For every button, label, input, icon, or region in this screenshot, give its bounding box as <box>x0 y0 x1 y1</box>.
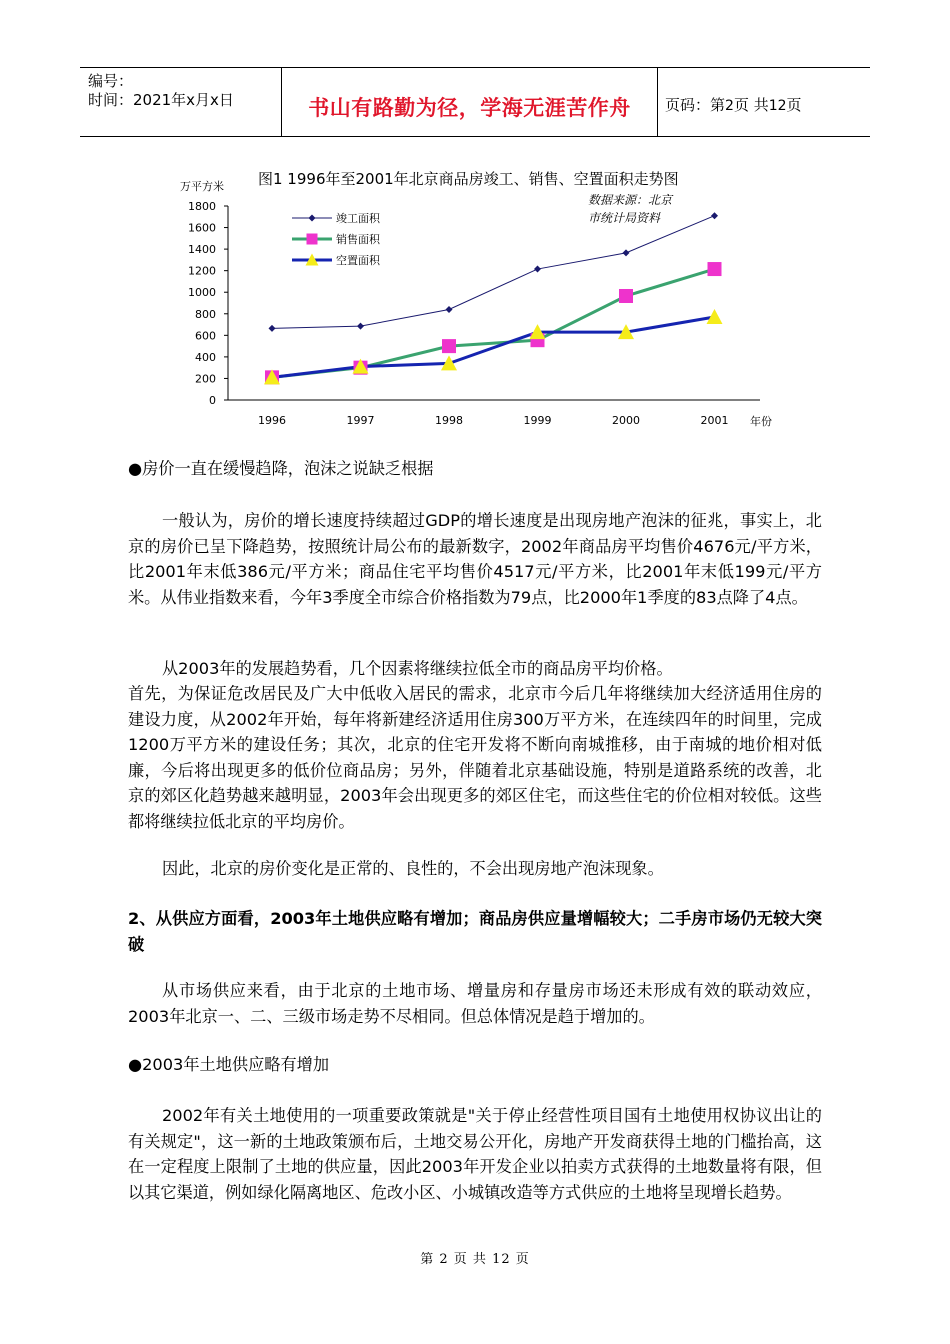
page-footer <box>0 1248 950 1267</box>
footer-suffix: 页 <box>515 1252 530 1267</box>
legend-label-1: 竣工面积 <box>336 212 380 225</box>
chart-source-line-2: 市统计局资料 <box>588 211 661 225</box>
series-1-point <box>623 249 630 256</box>
chart-title: 图1 1996年至2001年北京商品房竣工、销售、空置面积走势图 <box>258 170 679 188</box>
series-2-point <box>442 339 456 353</box>
footer-total-pages: 12 <box>492 1252 511 1267</box>
footer-prefix: 第 <box>420 1252 435 1267</box>
y-tick-label: 1000 <box>188 286 216 300</box>
bullet-price-trend: ●房价一直在缓慢趋降，泡沫之说缺乏根据 <box>128 459 434 478</box>
x-tick-label: 1996 <box>258 414 286 427</box>
page-mid: 页 共 <box>733 96 769 114</box>
series-1-point <box>357 323 364 330</box>
series-line-2 <box>272 269 715 377</box>
series-1-point <box>269 325 276 332</box>
x-tick-label: 1999 <box>523 414 552 427</box>
header-page-info <box>665 94 802 115</box>
x-tick-label: 1998 <box>435 414 463 427</box>
legend-label-3: 空置面积 <box>336 254 380 267</box>
legend-label-2: 销售面积 <box>336 233 380 246</box>
page-current: 2 <box>725 98 734 114</box>
document-date: 时间：2021年x月x日 <box>88 91 234 109</box>
footer-current-page: 2 <box>439 1252 449 1267</box>
series-2-point <box>619 289 633 303</box>
x-tick-label: 2000 <box>612 414 640 427</box>
y-tick-label: 1600 <box>188 221 216 235</box>
y-tick-label: 600 <box>195 329 216 343</box>
footer-mid: 页 共 <box>453 1252 487 1267</box>
paragraph-2003-trend-factors: 首先，为保证危改居民及广大中低收入居民的需求，北京市今后几年将继续加大经济适用住房的建设力度，从2002年开始，每年将新建经济适用住房300万平方米，在连续四年的时间里，完成1200万平方米的建设任务；其次，北京的住宅开发将不断向南城推移，由于南城的地价相对低廉，今后将出现更多的低价位商品房；另外，伴随着北京基础设施，特别是道路系统的改善，北京的郊区化趋势越来越明显，2003年会出现更多的郊区住宅，而这些住宅的价位相对较低。这些都将继续拉低北京的平均房价。 <box>128 684 822 831</box>
section-heading-supply: 2、从供应方面看，2003年土地供应略有增加；商品房供应量增幅较大；二手房市场仍无较大突破 <box>128 909 822 954</box>
legend-marker-2 <box>307 234 318 245</box>
y-tick-label: 200 <box>195 372 216 386</box>
chart-y-axis-label: 万平方米 <box>180 180 224 193</box>
paragraph-supply-overview: 从市场供应来看，由于北京的土地市场、增量房和存量房市场还未形成有效的联动效应，2003年北京一、二、三级市场走势不尽相同。但总体情况是趋于增加的。 <box>128 981 822 1026</box>
y-tick-label: 1200 <box>188 264 216 278</box>
document-number-label: 编号： <box>88 72 134 90</box>
bullet-land-supply: ●2003年土地供应略有增加 <box>128 1055 330 1074</box>
paragraph-land-policy: 2002年有关土地使用的一项重要政策就是"关于停止经营性项目国有土地使用权协议出让的有关规定"，这一新的土地政策颁布后，土地交易公开化，房地产开发商获得土地的门槛抬高，这在一定程度上限制了土地的供应量，因此2003年开发企业以拍卖方式获得的土地数量将有限，但以其它渠道，例如绿化隔离地区、危改小区、小城镇改造等方式供应的土地将呈现增长趋势。 <box>128 1106 822 1202</box>
series-line-3 <box>272 317 715 377</box>
y-tick-label: 800 <box>195 307 216 321</box>
x-tick-label: 1997 <box>346 414 375 427</box>
paragraph-price-decline: 一般认为，房价的增长速度持续超过GDP的增长速度是出现房地产泡沫的征兆，事实上，北京的房价已呈下降趋势，按照统计局公布的最新数字，2002年商品房平均售价4676元/平方米，比2001年末低386元/平方米；商品住宅平均售价4517元/平方米，比2001年末低199元/平方米。从伟业指数来看，今年3季度全市综合价格指数为79点，比2000年1季度的83点降了4点。 <box>128 511 822 607</box>
y-tick-label: 1400 <box>188 243 216 257</box>
paragraph-2003-trend-intro: 从2003年的发展趋势看，几个因素将继续拉低全市的商品房平均价格。 <box>162 659 673 678</box>
chart-x-axis-label: 年份 <box>750 415 772 428</box>
header-motto-cell <box>281 68 658 136</box>
x-tick-label: 2001 <box>700 414 729 427</box>
legend-marker-1 <box>309 215 316 222</box>
page-total: 12 <box>768 98 787 114</box>
chart-source-line-1: 数据来源：北京 <box>588 193 673 207</box>
trend-chart <box>180 160 800 440</box>
header-meta <box>88 72 234 110</box>
series-1-point <box>534 266 541 273</box>
y-tick-label: 0 <box>209 394 216 407</box>
series-2-point <box>708 262 722 276</box>
y-tick-label: 1800 <box>188 200 216 213</box>
series-1-point <box>446 306 453 313</box>
header-motto: 书山有路勤为径，学海无涯苦作舟 <box>308 96 631 120</box>
page-suffix: 页 <box>786 96 802 114</box>
page-prefix: 页码：第 <box>665 96 726 114</box>
y-tick-label: 400 <box>195 350 216 364</box>
paragraph-conclusion: 因此，北京的房价变化是正常的、良性的，不会出现房地产泡沫现象。 <box>162 859 664 878</box>
page-header <box>80 67 870 137</box>
series-1-point <box>711 212 718 219</box>
